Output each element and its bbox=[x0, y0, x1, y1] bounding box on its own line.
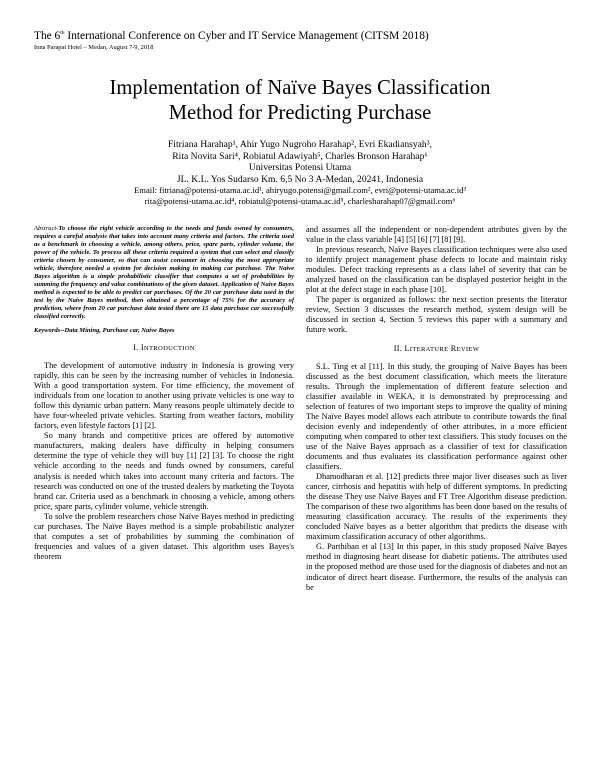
abstract-body: To choose the right vehicle according to the needs and funds owned by consumers, requires a careful analysis that takes into account many criteria and factors. The criteria used as a benchmark in choosing a vehicle, among others, price, spare parts, cylinder volume, the power of the vehicle. To process all these criteria required a system that can select and classify criteria chosen by consumer, so that can assist consumer in choosing the most appropriate vehicle, therefore needed a system for decision making in making car purchase. The Naive Bayes algorithm is a simple probabilistic classifier that computes a set of probabilities by summing the frequency and value combinations of the given dataset. Application of Naive Bayes method is expected to be able to predict car purchases. Of the 20 car purchase data used in the test by the Naive Bayes method, then obtained a percentage of 75% for the accuracy of prediction, where from 20 car purchase data tested there are 15 data purchase car successfully classified correctly. bbox=[34, 225, 294, 320]
literature-paragraph-3: G. Parthiban et al [13] In this paper, in this study proposed Naïve Bayes method in diagnosing heart disease for diabetic patients. The attributes used in the proposed method are those used for the diagnosis of diabetes and not an indicator of direct heart disease. Furthermore, the results of the analysis can be bbox=[306, 542, 567, 592]
authors-line-2: Rita Novita Sari⁴, Robiatul Adawiyah⁵, Charles Bronson Harahap⁶ bbox=[172, 150, 428, 162]
right-column bbox=[306, 225, 567, 593]
intro-paragraph-4: In previous research, Naïve Bayes classification techniques were also used to identify project management phase defects to locate and maintain risky modules. Defect tracking represents as a class label of severity that can be analyzed based on the classification can be displayed posterior height in the plot at the defect stage in each phase [10]. bbox=[306, 245, 567, 295]
section-initial: L bbox=[404, 343, 410, 353]
left-column bbox=[34, 225, 294, 562]
authors-line-1: Fitriana Harahap¹, Ahir Yugo Nugroho Harahap², Evri Ekadiansyah³, bbox=[167, 139, 433, 150]
section-rest: EVIEW bbox=[456, 345, 480, 353]
address: JL. K.L. Yos Sudarso Km. 6,5 No 3 A-Medan, 20241, Indonesia bbox=[176, 173, 424, 185]
section-number: II. bbox=[393, 343, 403, 353]
literature-paragraph-2: Dhamodharan et al. [12] predicts three major liver diseases such as liver cancer, cirrhosis and hepatitis with help of different symptoms. In predicting the disease They use Naïve Bayes and FT Tree Algorithm disease prediction. The comparison of these two algorithms has been done based on the results of measuring classification accuracy. The results of the experiments they concluded Naïve bayes as a better algorithm that predicts the disease with maximum classification accuracy of other algorithms. bbox=[306, 472, 567, 542]
abstract bbox=[34, 225, 294, 321]
paper-title bbox=[40, 76, 560, 126]
intro-paragraph-3-continued: and assumes all the independent or non-dependent attributes given by the value in the class variable [4] [5] [6] [7] [8] [9]. bbox=[306, 225, 567, 245]
abstract-lead: Abstract- bbox=[34, 225, 59, 232]
keywords: Keywords--Data Mining, Purchase car, Naive Bayes bbox=[34, 327, 175, 334]
intro-paragraph-5: The paper is organized as follows: the next section presents the literatur review, Section 3 discusses the research method, system design will be discussed in section 4, Section 5 reviews this paper with a summary and future work. bbox=[306, 295, 567, 335]
conference-title-sup: th bbox=[60, 30, 65, 37]
conference-header bbox=[34, 30, 574, 52]
affiliation: Universitas Potensi Utama bbox=[248, 162, 352, 173]
conference-title-post: International Conference on Cyber and IT Service Management (CITSM 2018) bbox=[64, 30, 429, 42]
author-block bbox=[40, 139, 560, 206]
email-line-2: rita@potensi-utama.ac.id⁴, robiatul@potensi-utama.ac.id⁵, charlesharahap07@gmail.com⁶ bbox=[144, 195, 456, 206]
section-initial: R bbox=[450, 343, 457, 353]
section-rest: ITERATURE bbox=[409, 345, 449, 353]
literature-paragraph-1: S.L. Ting et al [11]. In this study, the grouping of Naïve Bayes has been discussed as the best document classification, which meets the literature results. Through the implementation of different feature selection and classifier available in WEKA, it is demonstrated by preprocessing and selection of features of two important steps to improve the quality of mining The Naïve Bayes model allows each attribute to contribute towards the final decision evenly and independently of other attributes, in a more efficient computing when compared to other text classifiers. This study focuses on the use of the Naïve Bayes approach as a classifier of text for classification documents and thus evaluates its classification performance against other classifiers. bbox=[306, 361, 567, 471]
section-rest: NTRODUCTION bbox=[143, 345, 195, 352]
paper-title-line-2: Method for Predicting Purchase bbox=[168, 102, 432, 124]
paper-title-line-1: Implementation of Naïve Bayes Classification bbox=[109, 77, 491, 99]
section-heading-literature-review bbox=[306, 344, 567, 355]
intro-paragraph-3: To solve the problem researchers chose Naïve Bayes method in predicting car purchases. The Naïve Bayes method is a simple probabilistic analyzer that computes a set of probabilities by summing the combination of frequencies and values of a given dataset. This algorithm uses Bayes's theorem bbox=[34, 511, 294, 561]
email-line-1: Email: fitriana@potensi-utama.ac.id¹, ahiryugo.potensi@gmail.com², evri@potensi-utama.ac.id³ bbox=[134, 185, 466, 195]
section-initial: I bbox=[140, 343, 144, 352]
section-number: I. bbox=[133, 343, 139, 352]
intro-paragraph-1: The development of automotive industry in Indonesia is growing very rapidly, this can be seen by the increasing number of vehicles in Indonesia. With a good transportation system. For time efficiency, the movement of individuals from one location to another using private vehicles is one way to follow this dynamic urban pattern. Many reasons people ultimately decide to have four-wheeled private vehicles. Starting from weather factors, mobility factors, even lifestyle factors [1] [2]. bbox=[34, 361, 294, 431]
section-heading-introduction bbox=[34, 343, 294, 354]
conference-title-pre: The 6 bbox=[34, 30, 61, 42]
intro-paragraph-2: So many brands and competitive prices are offered by automotive manufacturers, making dealers have difficulty in helping consumers determine the type of vehicle they will buy [1] [2] [3]. To choose the right vehicle according to the needs and funds owned by consumers, careful analysis is needed which takes into account many criteria and factors. The research was conducted on one of the trusted dealers by marketing the Toyota brand car. Criteria used as a benchmark in choosing a vehicle, among others price, spare parts, cylinder volume, vehicle strength. bbox=[34, 431, 294, 511]
conference-venue: Inna Parapat Hotel – Medan, August 7-9, 2018 bbox=[34, 44, 154, 51]
conference-title bbox=[34, 30, 574, 43]
